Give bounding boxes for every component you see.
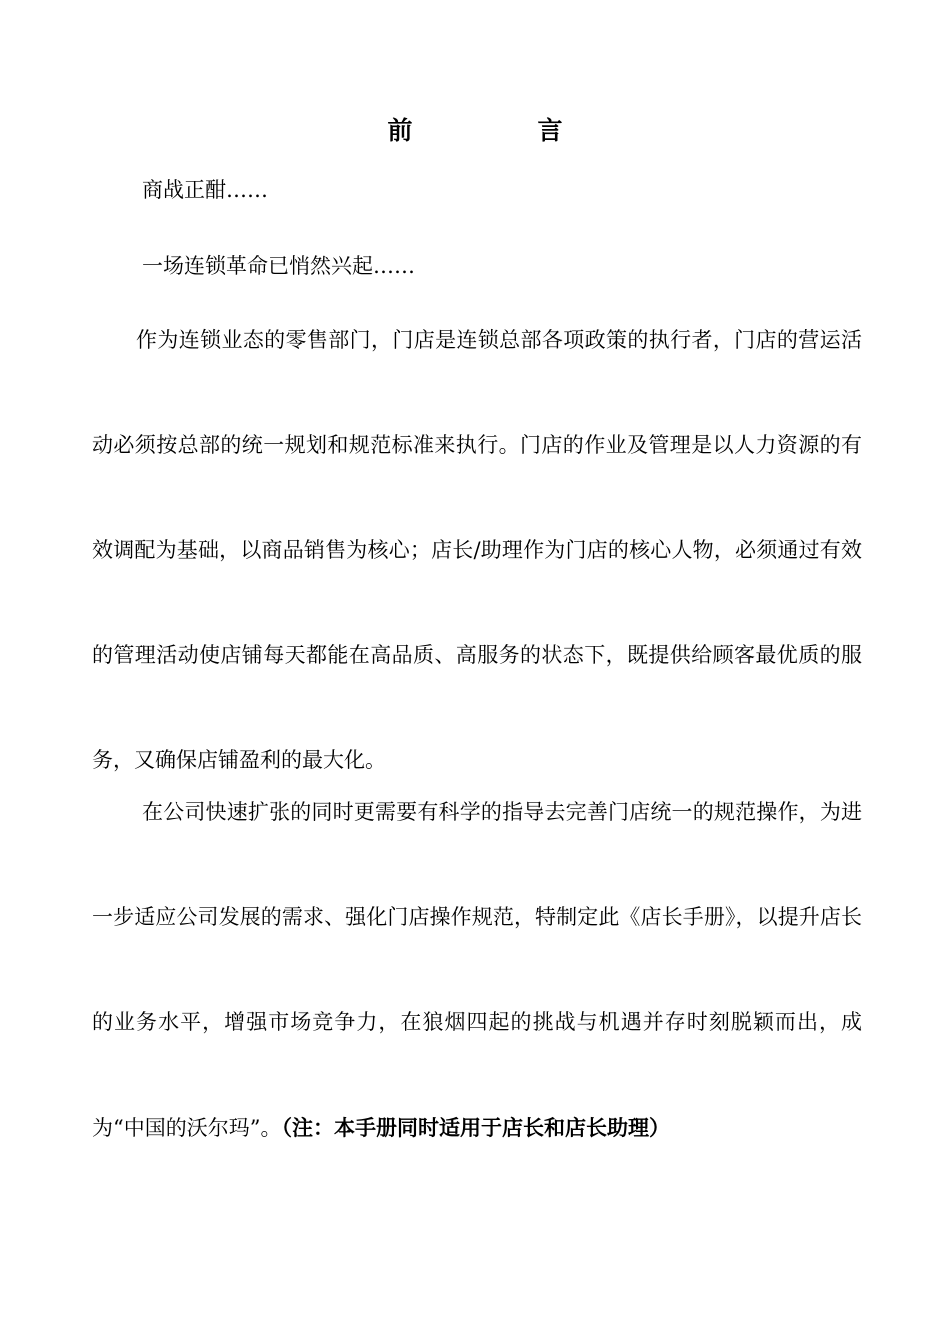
page-title: 前 言	[387, 115, 613, 145]
paragraph-body-2-text: 在公司快速扩张的同时更需要有科学的指导去完善门店统一的规范操作，为进一步适应公司发展的需求、强化门店操作规范，特制定此《店长手册》，以提升店长的业务水平，增强市场竞争力，在狼烟四起的挑战与机遇并存时刻脱颖而出，成为“中国的沃尔玛”。	[92, 800, 862, 1140]
paragraph-body-2	[92, 760, 862, 1181]
paragraph-body-1: 作为连锁业态的零售部门，门店是连锁总部各项政策的执行者，门店的营运活动必须按总部的统一规划和规范标准来执行。门店的作业及管理是以人力资源的有效调配为基础，以商品销售为核心；店长/助理作为门店的核心人物，必须通过有效的管理活动使店铺每天都能在高品质、高服务的状态下，既提供给顾客最优质的服务，又确保店铺盈利的最大化。	[92, 328, 862, 772]
paragraph-intro-2: 一场连锁革命已悄然兴起……	[142, 254, 415, 278]
paragraph-intro-1: 商战正酣……	[142, 178, 268, 202]
note-text: （注：本手册同时适用于店长和店长助理）	[281, 1115, 670, 1140]
